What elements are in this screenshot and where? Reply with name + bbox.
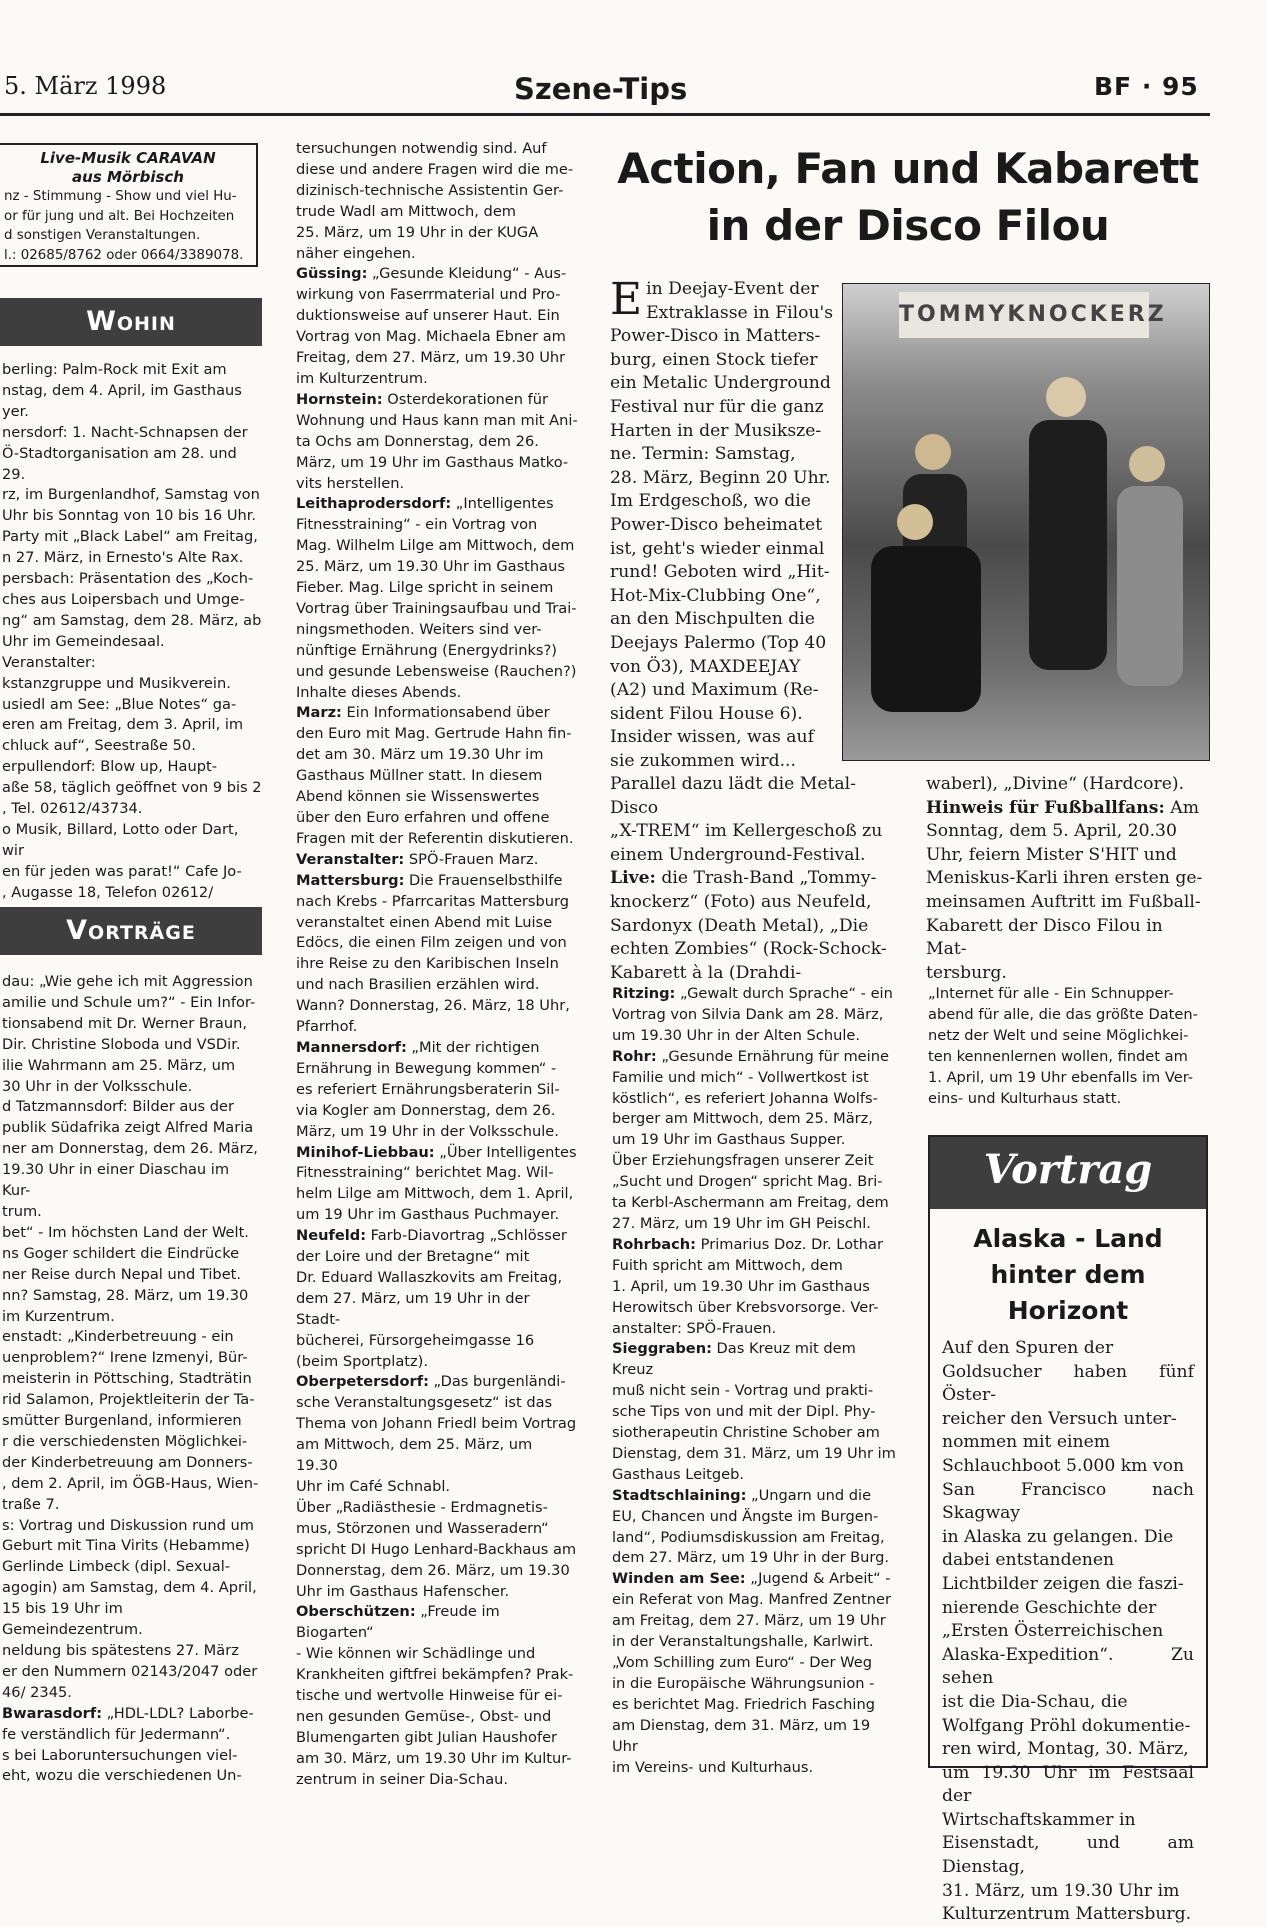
feature-continued [610, 773, 900, 985]
text-line: tersburg. [926, 962, 1007, 983]
text-line: im Vereins- und Kulturhaus. [612, 1758, 814, 1776]
section-title: Szene-Tips [514, 72, 688, 106]
page-number: BF · 95 [1094, 72, 1199, 101]
text-line: Kabarett à la (Drahdi- [610, 962, 802, 983]
text-line: Veranstalter: SPÖ-Frauen Marz. [296, 850, 539, 868]
text-line: 28. März, Beginn 20 Uhr. [610, 467, 831, 488]
text-line: veranstaltet einen Abend mit Luise [296, 913, 553, 931]
text-line: usiedl am See: „Blue Notes“ ga- [2, 695, 237, 713]
text-line: Marz: Ein Informationsabend über [296, 704, 550, 722]
text-line: n 27. März, in Ernesto's Alte Rax. [2, 549, 244, 567]
text-line: agogin) am Samstag, dem 4. April, [2, 1579, 257, 1597]
wohin-header: Wohin [0, 298, 262, 346]
text-line: waberl), „Divine“ (Hardcore). [926, 774, 1185, 794]
text-line: tionsabend mit Dr. Werner Braun, [2, 1014, 247, 1032]
text-line: Mattersburg: Die Frauenselbsthilfe [296, 871, 563, 889]
text-line: Uhr bis Sonntag von 10 bis 16 Uhr. [2, 507, 257, 525]
text-line: rid Salamon, Projektleiterin der Ta- [2, 1391, 255, 1409]
text-line: anstalter: SPÖ-Frauen. [612, 1319, 777, 1337]
ad-title-1: Live-Musik CARAVAN [40, 149, 216, 167]
text-line: aße 58, täglich geöffnet von 9 bis 2 [2, 779, 262, 797]
figure-body [871, 546, 981, 712]
text-line: chluck auf“, Seestraße 50. [2, 737, 196, 755]
text-line: Mannersdorf: „Mit der richtigen [296, 1038, 540, 1056]
text-line: am Mittwoch, dem 25. März, um 19.30 [296, 1436, 533, 1475]
text-line: ne. Termin: Samstag, [610, 444, 796, 465]
text-line: Insider wissen, was auf [610, 727, 814, 748]
text-line: Winden am See: „Jugend & Arbeit“ - [612, 1570, 891, 1588]
text-line: burg, einen Stock tiefer [610, 349, 818, 370]
text-line: amilie und Schule um?“ - Ein Infor- [2, 993, 256, 1011]
text-line: Uhr im Café Schnabl. [296, 1478, 451, 1495]
wohin-list [2, 360, 262, 924]
text-line: duktionsweise auf unserer Haut. Ein [296, 307, 560, 325]
text-line: ta Ochs am Donnerstag, dem 26. [296, 432, 539, 450]
vortrag-title [930, 1221, 1206, 1329]
text-line: Pfarrhof. [296, 1018, 358, 1036]
text-line: der Kinderbetreuung am Donners- [2, 1453, 253, 1471]
issue-date: 5. März 1998 [4, 72, 167, 100]
text-line: Vortrag von Mag. Michaela Ebner am [296, 328, 566, 346]
text-line: 25. März, um 19 Uhr in der KUGA [296, 223, 539, 241]
text-line: knockerz“ (Foto) aus Neufeld, [610, 891, 872, 912]
text-line: Live: die Trash-Band „Tommy- [610, 868, 877, 889]
text-line: 46/ 2345. [2, 1683, 72, 1701]
text-line: ein Referat von Mag. Manfred Zentner [612, 1591, 891, 1609]
text-line: nommen mit einem [942, 1432, 1111, 1453]
text-line: siotherapeutin Christine Schober am [612, 1424, 880, 1442]
text-line: Edöcs, die einen Film zeigen und von [296, 934, 567, 952]
text-line: Fitnesstraining“ berichtet Mag. Wil- [296, 1164, 554, 1182]
text-line: r die verschiedensten Möglichkei- [2, 1432, 248, 1450]
text-line: Herowitsch über Krebsvorsorge. Ver- [612, 1298, 879, 1316]
headline-line-1: Action, Fan und Kabarett [617, 144, 1199, 193]
figure-head [1129, 446, 1165, 482]
text-line: Gasthaus Müllner statt. In diesem [296, 767, 543, 785]
figure-body [1029, 420, 1107, 670]
text-line: in die Europäische Währungsunion - [612, 1674, 875, 1692]
text-line: uenproblem?“ Irene Izmenyi, Bür- [2, 1349, 248, 1367]
text-line: 27. März, um 19 Uhr im GH Peischl. [612, 1214, 871, 1232]
text-line: sche Tips von und mit der Dipl. Phy- [612, 1403, 876, 1421]
text-line: im Kulturzentrum. [296, 369, 428, 387]
text-line: Rohr: „Gesunde Ernährung für meine [612, 1047, 889, 1065]
text-line: Deejays Palermo (Top 40 [610, 632, 827, 653]
text-line: , Tel. 02612/43734. [2, 800, 143, 818]
text-line: nersdorf: 1. Nacht-Schnapsen der [2, 423, 248, 441]
text-line: ng“ am Samstag, dem 28. März, ab [2, 611, 262, 629]
text-line: tersuchungen notwendig sind. Auf [296, 140, 547, 157]
text-line: Fuith spricht am Mittwoch, dem [612, 1256, 843, 1274]
text-line: und nach Brasilien erzählen wird. [296, 976, 540, 994]
text-line: mus, Störzonen und Wasseradern“ [296, 1519, 549, 1537]
text-line: ihre Reise zu den Karibischen Inseln [296, 955, 559, 973]
text-line: berger am Mittwoch, dem 25. März, [612, 1110, 873, 1128]
text-line: in Deejay-Event der [646, 279, 819, 299]
text-line: in Alaska zu gelangen. Die [942, 1526, 1174, 1547]
text-line: Lichtbilder zeigen die faszi- [942, 1573, 1184, 1594]
text-line: ten kennenlernen wollen, findet am [928, 1047, 1188, 1065]
text-line: persbach: Präsentation des „Koch- [2, 570, 254, 588]
text-line: Hot-Mix-Clubbing One“, [610, 585, 821, 606]
text-line: Krankheiten giftfrei bekämpfen? Prak- [296, 1666, 574, 1684]
text-line: „Ersten Österreichischen [942, 1621, 1164, 1642]
text-line: Dienstag, dem 31. März, um 19 Uhr im [612, 1444, 896, 1462]
text-line: Wann? Donnerstag, 26. März, 18 Uhr, [296, 997, 570, 1015]
text-line: Hornstein: Osterdekorationen für [296, 390, 549, 408]
text-line: meinsamen Auftritt im Fußball- [926, 891, 1201, 912]
text-line: Hinweis für Fußballfans: Am [926, 797, 1200, 818]
text-line: Eisenstadt, und am Dienstag, [942, 1833, 1194, 1878]
text-line: „Sucht und Drogen“ spricht Mag. Bri- [612, 1173, 883, 1191]
text-line: Vortrag über Trainingsaufbau und Trai- [296, 599, 577, 617]
text-line: Fragen mit der Referentin diskutieren. [296, 829, 574, 847]
text-line: „Vom Schilling zum Euro“ - Der Weg [612, 1654, 872, 1671]
text-line: ns Goger schildert die Eindrücke [2, 1244, 240, 1262]
text-line: 31. März, um 19.30 Uhr im [942, 1880, 1180, 1901]
text-line: Im Erdgeschoß, wo die [610, 491, 811, 512]
text-line: Dir. Christine Sloboda und VSDir. [2, 1035, 241, 1053]
feature-intro [610, 274, 836, 773]
text-line: echten Zombies“ (Rock-Schock- [610, 939, 887, 960]
text-line: netz der Welt und seine Möglichkei- [928, 1026, 1189, 1044]
figure-body [1117, 486, 1183, 686]
text-line: via Kogler am Donnerstag, dem 26. [296, 1101, 556, 1119]
ad-title-2: aus Mörbisch [72, 168, 184, 186]
text-line: Harten in der Musiksze- [610, 420, 822, 441]
text-line: den Euro mit Mag. Gertrude Hahn fin- [296, 725, 572, 743]
text-line: nstag, dem 4. April, im Gasthaus [2, 381, 242, 399]
text-line: Parallel dazu lädt die Metal-Disco [610, 774, 856, 818]
text-line: Ritzing: „Gewalt durch Sprache“ - ein [612, 985, 893, 1002]
text-line: im Kurzentrum. [2, 1307, 115, 1325]
text-line: Ernährung in Bewegung kommen“ - [296, 1059, 557, 1077]
text-line: Geburt mit Tina Virits (Hebamme) [2, 1537, 250, 1555]
text-line: meisterin in Pöttsching, Stadträtin [2, 1370, 252, 1388]
text-line: wirkung von Faserrmaterial und Pro- [296, 286, 561, 304]
text-line: Kulturzentrum Mattersburg. [942, 1904, 1192, 1925]
text-line: neldung bis spätestens 27. März [2, 1642, 239, 1659]
figure-head [1046, 377, 1086, 417]
text-line: Uhr im Gasthaus Hafenscher. [296, 1582, 510, 1600]
text-line: Power-Disco beheimatet [610, 514, 823, 535]
feature-right [926, 773, 1208, 985]
vortraege-header: Vorträge [0, 907, 262, 955]
dropcap: E [610, 274, 643, 325]
text-line: es berichtet Mag. Friedrich Fasching [612, 1695, 875, 1713]
vortrag-label: Vortrag [930, 1137, 1206, 1209]
text-line: en für jeden was parat!“ Cafe Jo- [2, 862, 242, 880]
text-line: sident Filou House 6). [610, 703, 803, 724]
text-line: erpullendorf: Blow up, Haupt- [2, 758, 217, 776]
ad-line: l.: 02685/8762 oder 0664/3389078. [4, 247, 244, 263]
text-line: d Tatzmannsdorf: Bilder aus der [2, 1098, 235, 1116]
text-line: s bei Laboruntersuchungen viel- [2, 1746, 238, 1764]
text-line: 19.30 Uhr in einer Diaschau im Kur- [2, 1161, 230, 1200]
text-line: bücherei, Fürsorgeheimgasse 16 [296, 1331, 535, 1349]
text-line: Rohrbach: Primarius Doz. Dr. Lothar [612, 1235, 883, 1253]
vortrag-title-2: hinter dem Horizont [990, 1260, 1146, 1325]
text-line: , Augasse 18, Telefon 02612/ [2, 883, 214, 901]
text-line: enstadt: „Kinderbetreuung - ein [2, 1328, 234, 1346]
text-line: traße 7. [2, 1495, 60, 1513]
text-line: 15 bis 19 Uhr im Gemeindezentrum. [2, 1600, 143, 1639]
text-line: einem Underground-Festival. [610, 844, 866, 865]
text-line: am 30. März, um 19.30 Uhr im Kultur- [296, 1749, 572, 1767]
text-line: Power-Disco in Matters- [610, 326, 821, 347]
text-line: 1. April, um 19.30 Uhr im Gasthaus [612, 1277, 870, 1295]
text-line: spricht DI Hugo Lenhard-Backhaus am [296, 1540, 577, 1558]
text-line: Wolfgang Pröhl dokumentie- [942, 1715, 1191, 1736]
text-line: diese und andere Fragen wird die me- [296, 160, 574, 178]
text-line: Mag. Wilhelm Lilge am Mittwoch, dem [296, 537, 575, 555]
text-line: Vortrag von Silvia Dank am 28. März, [612, 1005, 884, 1023]
text-line: „X-TREM“ im Kellergeschoß zu [610, 821, 883, 842]
text-line: ta Kerbl-Aschermann am Freitag, dem [612, 1194, 889, 1212]
text-line: rund! Geboten wird „Hit- [610, 562, 830, 583]
text-line: 30 Uhr in der Volksschule. [2, 1077, 193, 1095]
text-line: dizinisch-technische Assistentin Ger- [296, 181, 564, 199]
text-line: abend für alle, die das größte Daten- [928, 1005, 1198, 1023]
text-line: bet“ - Im höchsten Land der Welt. [2, 1223, 249, 1241]
header-rule [0, 113, 1210, 116]
text-line: nn? Samstag, 28. März, um 19.30 [2, 1286, 249, 1304]
text-line: es referiert Ernährungsberaterin Sil- [296, 1080, 560, 1098]
caravan-ad [0, 143, 258, 267]
ad-line: or für jung und alt. Bei Hochzeiten [4, 208, 235, 224]
text-line: März, um 19 Uhr in der Volksschule. [296, 1122, 559, 1140]
text-line: sie zukommen wird... [610, 750, 796, 771]
text-line: über den Euro erfahren und offene [296, 809, 550, 826]
text-line: eins- und Kulturhaus statt. [928, 1089, 1122, 1107]
text-line: vits herstellen. [296, 474, 405, 492]
text-line: der Loire und der Bretagne“ mit [296, 1248, 530, 1266]
text-line: Sardonyx (Death Metal), „Die [610, 915, 869, 936]
text-line: muß nicht sein - Vortrag und prakti- [612, 1382, 874, 1400]
text-line: Minihof-Liebbau: „Über Intelligentes [296, 1143, 577, 1161]
text-line: reicher den Versuch unter- [942, 1408, 1177, 1429]
text-line: am Freitag, dem 27. März, um 19 Uhr [612, 1612, 886, 1630]
text-line: Sonntag, dem 5. April, 20.30 [926, 821, 1177, 842]
feature-headline [608, 140, 1208, 254]
text-line: eren am Freitag, dem 3. April, im [2, 716, 244, 734]
text-line: ner Reise durch Nepal und Tibet. [2, 1265, 242, 1283]
text-line: Kabarett der Disco Filou in Mat- [926, 915, 1163, 960]
text-line: dem 27. März, um 19 Uhr in der Stadt- [296, 1289, 530, 1328]
text-line: ist die Dia-Schau, die [942, 1691, 1128, 1712]
figure-head [915, 434, 951, 470]
text-line: sche Veranstaltungsgesetz“ ist das [296, 1394, 553, 1412]
text-line: März, um 19 Uhr im Gasthaus Matko- [296, 453, 569, 471]
text-line: berling: Palm-Rock mit Exit am [2, 361, 227, 378]
text-line: ningsmethoden. Weiters sind ver- [296, 620, 542, 638]
text-line: Wirtschaftskammer in [942, 1809, 1136, 1830]
text-line: Alaska-Expedition“. Zu sehen [942, 1644, 1194, 1689]
text-line: fe verständlich für Jedermann“. [2, 1725, 231, 1743]
vortrag-box [928, 1135, 1208, 1925]
text-line: 25. März, um 19.30 Uhr im Gasthaus [296, 558, 565, 576]
text-line: Thema von Johann Friedl beim Vortrag [296, 1415, 577, 1433]
figure-head [897, 504, 933, 540]
text-line: ein Metalic Underground [610, 373, 831, 394]
text-line: Schlauchboot 5.000 km von [942, 1455, 1185, 1476]
text-line: Extraklasse in Filou's [646, 302, 834, 323]
text-line: Über „Radiästhesie - Erdmagnetis- [296, 1498, 548, 1516]
text-line: Familie und mich“ - Vollwertkost ist [612, 1068, 869, 1086]
text-line: Gasthaus Leitgeb. [612, 1465, 745, 1483]
text-line: Fieber. Mag. Lilge spricht in seinem [296, 579, 554, 597]
text-line: Uhr, feiern Mister S'HIT und [926, 844, 1177, 865]
text-line: köstlich“, es referiert Johanna Wolfs- [612, 1089, 878, 1107]
ad-line: nz - Stimmung - Show und viel Hu- [4, 189, 237, 204]
text-line: det am 30. März um 19.30 Uhr im [296, 746, 544, 764]
text-line: Dr. Eduard Wallaszkovits am Freitag, [296, 1268, 563, 1286]
text-line: und gesunde Lebensweise (Rauchen?) [296, 662, 577, 680]
ad-line: d sonstigen Veranstaltungen. [4, 228, 201, 243]
text-line: land“, Podiumsdiskussion am Freitag, [612, 1528, 885, 1546]
text-line: smütter Burgenland, informieren [2, 1412, 242, 1430]
text-line: am Dienstag, dem 31. März, um 19 Uhr [612, 1716, 871, 1755]
text-line: yer. [2, 402, 29, 420]
text-line: (beim Sportplatz). [296, 1352, 428, 1370]
vortrag-title-1: Alaska - Land [973, 1224, 1163, 1253]
text-line: dabei entstandenen [942, 1550, 1115, 1571]
events-column-4 [928, 984, 1208, 1109]
text-line: „Internet für alle - Ein Schnupper- [928, 985, 1174, 1002]
text-line: Bwarasdorf: „HDL-LDL? Laborbe- [2, 1704, 254, 1722]
text-line: Über Erziehungsfragen unserer Zeit [612, 1152, 874, 1170]
text-line: Meniskus-Karli ihren ersten ge- [926, 868, 1203, 889]
text-line: er den Nummern 02143/2047 oder [2, 1662, 258, 1680]
text-line: Uhr im Gemeindesaal. Veranstalter: [2, 632, 165, 671]
text-line: ren wird, Montag, 30. März, [942, 1739, 1189, 1760]
text-line: dau: „Wie gehe ich mit Aggression [2, 973, 253, 990]
text-line: Fitnesstraining“ - ein Vortrag von [296, 516, 538, 534]
text-line: nen gesunden Gemüse-, Obst- und [296, 1707, 552, 1725]
text-line: eht, wozu die verschiedenen Un- [2, 1767, 242, 1785]
band-photo [842, 283, 1210, 761]
text-line: ner am Donnerstag, dem 26. März, [2, 1140, 258, 1158]
events-column-3 [612, 984, 900, 1778]
text-line: kstanzgruppe und Musikverein. [2, 674, 231, 692]
text-line: trum. [2, 1202, 42, 1220]
text-line: helm Lilge am Mittwoch, dem 1. April, [296, 1185, 574, 1203]
text-line: Blumengarten gibt Julian Haushofer [296, 1728, 558, 1746]
events-column-2 [296, 139, 578, 1791]
text-line: näher eingehen. [296, 244, 416, 262]
text-line: 1. April, um 19 Uhr ebenfalls im Ver- [928, 1068, 1194, 1086]
text-line: nünftige Ernährung (Energydrinks?) [296, 641, 557, 659]
text-line: um 19.30 Uhr im Festsaal der [942, 1762, 1194, 1807]
text-line: dem 27. März, um 19 Uhr in der Burg. [612, 1549, 890, 1567]
text-line: nierende Geschichte der [942, 1597, 1157, 1618]
text-line: Party mit „Black Label“ am Freitag, [2, 528, 258, 546]
text-line: Donnerstag, dem 26. März, um 19.30 [296, 1561, 570, 1579]
text-line: Leithaprodersdorf: „Intelligentes [296, 495, 554, 513]
text-line: San Francisco nach Skagway [942, 1479, 1194, 1524]
text-line: Neufeld: Farb-Diavortrag „Schlösser [296, 1227, 567, 1245]
text-line: ilie Wahrmann am 25. März, um [2, 1056, 236, 1074]
text-line: Gerlinde Limbeck (dipl. Sexual- [2, 1558, 231, 1576]
text-line: Goldsucher haben fünf Öster- [942, 1361, 1194, 1406]
text-line: von Ö3), MAXDEEJAY [610, 656, 801, 677]
vortraege-list [2, 972, 262, 1787]
text-line: um 19 Uhr im Gasthaus Puchmayer. [296, 1206, 560, 1224]
text-line: Sieggraben: Das Kreuz mit dem Kreuz [612, 1340, 856, 1379]
text-line: Oberpetersdorf: „Das burgenländi- [296, 1373, 566, 1391]
band-photo-figures [843, 284, 1209, 760]
text-line: Wohnung und Haus kann man mit Ani- [296, 411, 578, 429]
text-line: Güssing: „Gesunde Kleidung“ - Aus- [296, 265, 567, 283]
text-line: Inhalte dieses Abends. [296, 683, 462, 701]
text-line: Oberschützen: „Freude im Biogarten“ [296, 1603, 500, 1642]
text-line: o Musik, Billard, Lotto oder Dart, wir [2, 820, 239, 859]
text-line: um 19.30 Uhr in der Alten Schule. [612, 1026, 861, 1044]
text-line: Freitag, dem 27. März, um 19.30 Uhr [296, 349, 566, 367]
text-line: - Wie können wir Schädlinge und [296, 1645, 536, 1663]
text-line: in der Veranstaltungshalle, Karlwirt. [612, 1633, 874, 1651]
photo-banner: TOMMYKNOCKERZ [899, 292, 1149, 338]
text-line: Ö-Stadtorganisation am 28. und 29. [2, 444, 237, 483]
vortrag-body [930, 1329, 1206, 1927]
text-line: , dem 2. April, im ÖGB-Haus, Wien- [2, 1474, 259, 1492]
text-line: Stadtschlaining: „Ungarn und die [612, 1486, 872, 1504]
text-line: trude Wadl am Mittwoch, dem [296, 202, 517, 220]
text-line: tische und wertvolle Hinweise für ei- [296, 1687, 563, 1705]
text-line: ches aus Loipersbach und Umge- [2, 590, 245, 608]
text-line: rz, im Burgenlandhof, Samstag von [2, 486, 260, 504]
text-line: zentrum in seiner Dia-Schau. [296, 1770, 509, 1788]
text-line: ist, geht's wieder einmal [610, 538, 825, 559]
text-line: um 19 Uhr im Gasthaus Supper. [612, 1131, 846, 1149]
text-line: s: Vortrag und Diskussion rund um [2, 1516, 254, 1534]
text-line: Festival nur für die ganz [610, 396, 824, 417]
text-line: an den Mischpulten die [610, 609, 815, 630]
text-line: publik Südafrika zeigt Alfred Maria [2, 1119, 254, 1137]
text-line: EU, Chancen und Ängste im Burgen- [612, 1507, 879, 1525]
text-line: nach Krebs - Pfarrcaritas Mattersburg [296, 892, 570, 910]
text-line: (A2) und Maximum (Re- [610, 680, 819, 701]
headline-line-2: in der Disco Filou [706, 201, 1110, 250]
text-line: Abend können sie Wissenswertes [296, 788, 540, 806]
text-line: Auf den Spuren der [942, 1338, 1114, 1358]
